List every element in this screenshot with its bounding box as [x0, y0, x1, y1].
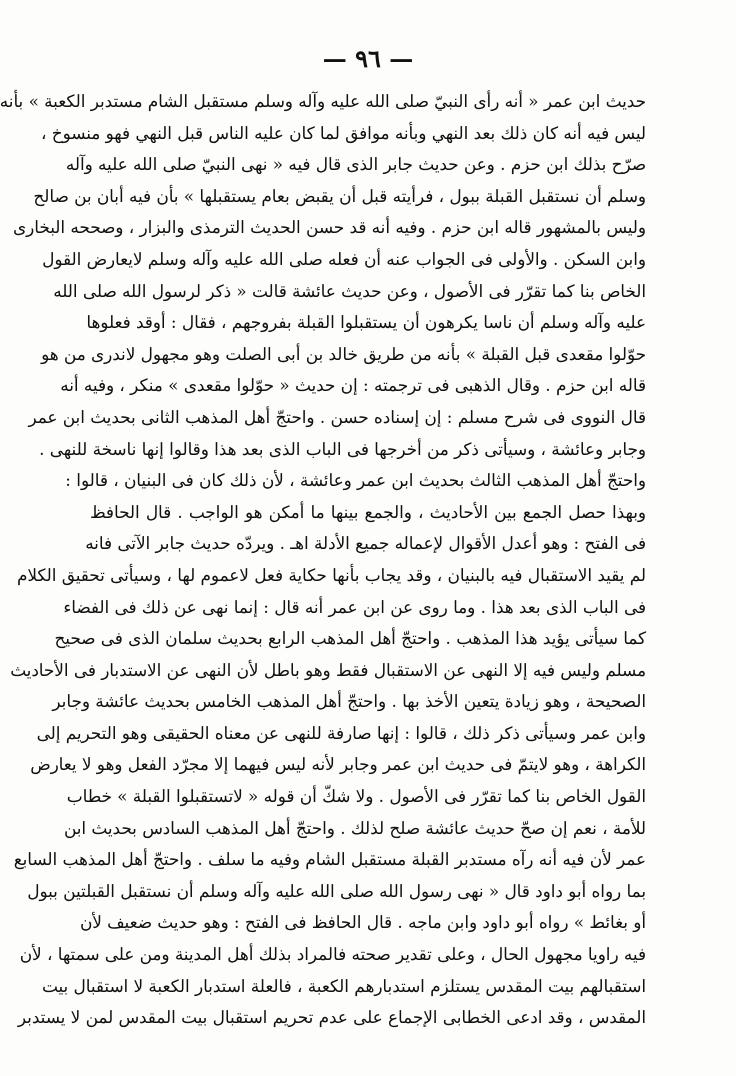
text-line: وليس بالمشهور قاله ابن حزم . وفيه أنه قد حسن الحديث الترمذى والبزار ، وصححه البخارى	[13, 217, 646, 238]
text-line: للأمة ، نعم إن صحّ حديث عائشة صلح لذلك . واحتجّ أهل المذهب السادس بحديث ابن	[63, 817, 646, 838]
text-line: الخاص بنا كما تقرّر فى الأصول ، وعن حديث عائشة قالت « ذكر لرسول الله صلى الله	[53, 280, 646, 301]
text-line: فى الباب الذى بعد هذا . وما روى عن ابن عمر أنه قال : إنما نهى عن ذلك فى الفضاء	[63, 596, 646, 617]
text-line: فيه راويا مجهول الحال ، وعلى تقدير صحته فالمراد بذلك أهل المدينة ومن على سمتها ، لأن	[19, 944, 646, 965]
text-line: عليه وآله وسلم أن ناسا يكرهون أن يستقبلوا القبلة بفروجهم ، فقال : أوقد فعلوها	[86, 312, 646, 333]
text-line: ليس فيه أنه كان ذلك بعد النهي وبأنه موافق لما كان عليه الناس قبل النهي فهو منسوخ ،	[41, 122, 646, 143]
text-line: وابن السكن . والأولى فى الجواب عنه أن فعله صلى الله عليه وآله وسلم لايعارض القول	[42, 248, 646, 269]
text-line: مسلم وليس فيه إلا النهى عن الاستقبال فقط وهو باطل لأن النهى عن الاستدبار فى الأحاديث	[10, 659, 646, 680]
text-line: واحتجّ أهل المذهب الثالث بحديث ابن عمر وعائشة ، لأن ذلك كان فى البنيان ، قالوا :	[65, 470, 646, 491]
text-line: أو بغائط » رواه أبو داود وابن ماجه . قال الحافظ فى الفتح : وهو حديث ضعيف لأن	[79, 912, 646, 933]
text-line: وبهذا حصل الجمع بين الأحاديث ، والجمع بينها ما أمكن هو الواجب . قال الحافظ	[90, 501, 646, 522]
text-line: استقبالهم بيت المقدس يستلزم استدبارهم الكعبة ، فالعلة استدبار الكعبة لا استقبال بيت	[42, 975, 646, 996]
text-line: القول الخاص بنا كما تقرّر فى الأصول . ولا شكّ أن قوله « لاتستقبلوا القبلة » خطاب	[66, 786, 646, 807]
text-line: عمر لأن فيه أنه رآه مستدبر القبلة مستقبل الشام وفيه ما سلف . واحتجّ أهل المذهب السابع	[13, 849, 646, 870]
text-line: الصحيحة ، وهو زيادة يتعين الأخذ بها . واحتجّ أهل المذهب الخامس بحديث عائشة وجابر	[52, 691, 646, 712]
text-line: حوّلوا مقعدى قبل القبلة » بأنه من طريق خالد بن أبى الصلت وهو مجهول لاندرى من هو	[41, 343, 646, 364]
text-line: قال النووى فى شرح مسلم : إن إسناده حسن . واحتجّ أهل المذهب الثانى بحديث ابن عمر	[28, 406, 646, 427]
text-line: حديث ابن عمر « أنه رأى النبيّ صلى الله عليه وآله وسلم مستقبل الشام مستدبر الكعبة » بأنه	[0, 91, 646, 111]
text-line: فى الفتح : وهو أعدل الأقوال لإعماله جميع الأدلة اهـ . ويردّه حديث جابر الآتى فانه	[85, 533, 646, 554]
text-line: قاله ابن حزم . وقال الذهبى فى ترجمته : إن حديث « حوّلوا مقعدى » منكر ، وفيه أنه	[60, 375, 646, 396]
text-line: لم يقيد الاستقبال فيه بالبنيان ، وقد يجاب بأنها حكاية فعل لاعموم لها ، وسيأتى تحقيق الكلام	[16, 564, 646, 585]
body-text	[0, 86, 646, 1034]
text-line: صرّح بذلك ابن حزم . وعن حديث جابر الذى قال فيه « نهى النبيّ صلى الله عليه وآله	[65, 154, 646, 175]
text-line: الكراهة ، وهو لايتمّ فى حديث ابن عمر وجابر لأنه ليس فيهما إلا مجرّد الفعل وهو لا يعارض	[30, 754, 646, 775]
text-line: المقدس ، وقد ادعى الخطابى الإجماع على عدم تحريم استقبال بيت المقدس لمن لا يستدبر	[17, 1007, 646, 1028]
text-line: كما سيأتى يؤيد هذا المذهب . واحتجّ أهل المذهب الرابع بحديث سلمان الذى فى صحيح	[54, 628, 646, 649]
text-line: وابن عمر وسيأتى ذكر ذلك ، قالوا : إنها صارفة للنهى عن معناه الحقيقى وهو التحريم إلى	[36, 722, 646, 743]
text-line: وسلم أن نستقبل القبلة ببول ، فرأيته قبل أن يقبض بعام يستقبلها » بأن فيه أبان بن صالح	[33, 185, 646, 206]
text-line: وجابر وعائشة ، وسيأتى ذكر من أخرجها فى الباب الذى بعد هذا وقالوا إنها ناسخة للنهى .	[39, 438, 646, 459]
page-number: — ٩٦ —	[322, 44, 414, 73]
text-line: بما رواه أبو داود قال « نهى رسول الله صلى الله عليه وآله وسلم أن نستقبل القبلتين ببول	[27, 880, 646, 901]
